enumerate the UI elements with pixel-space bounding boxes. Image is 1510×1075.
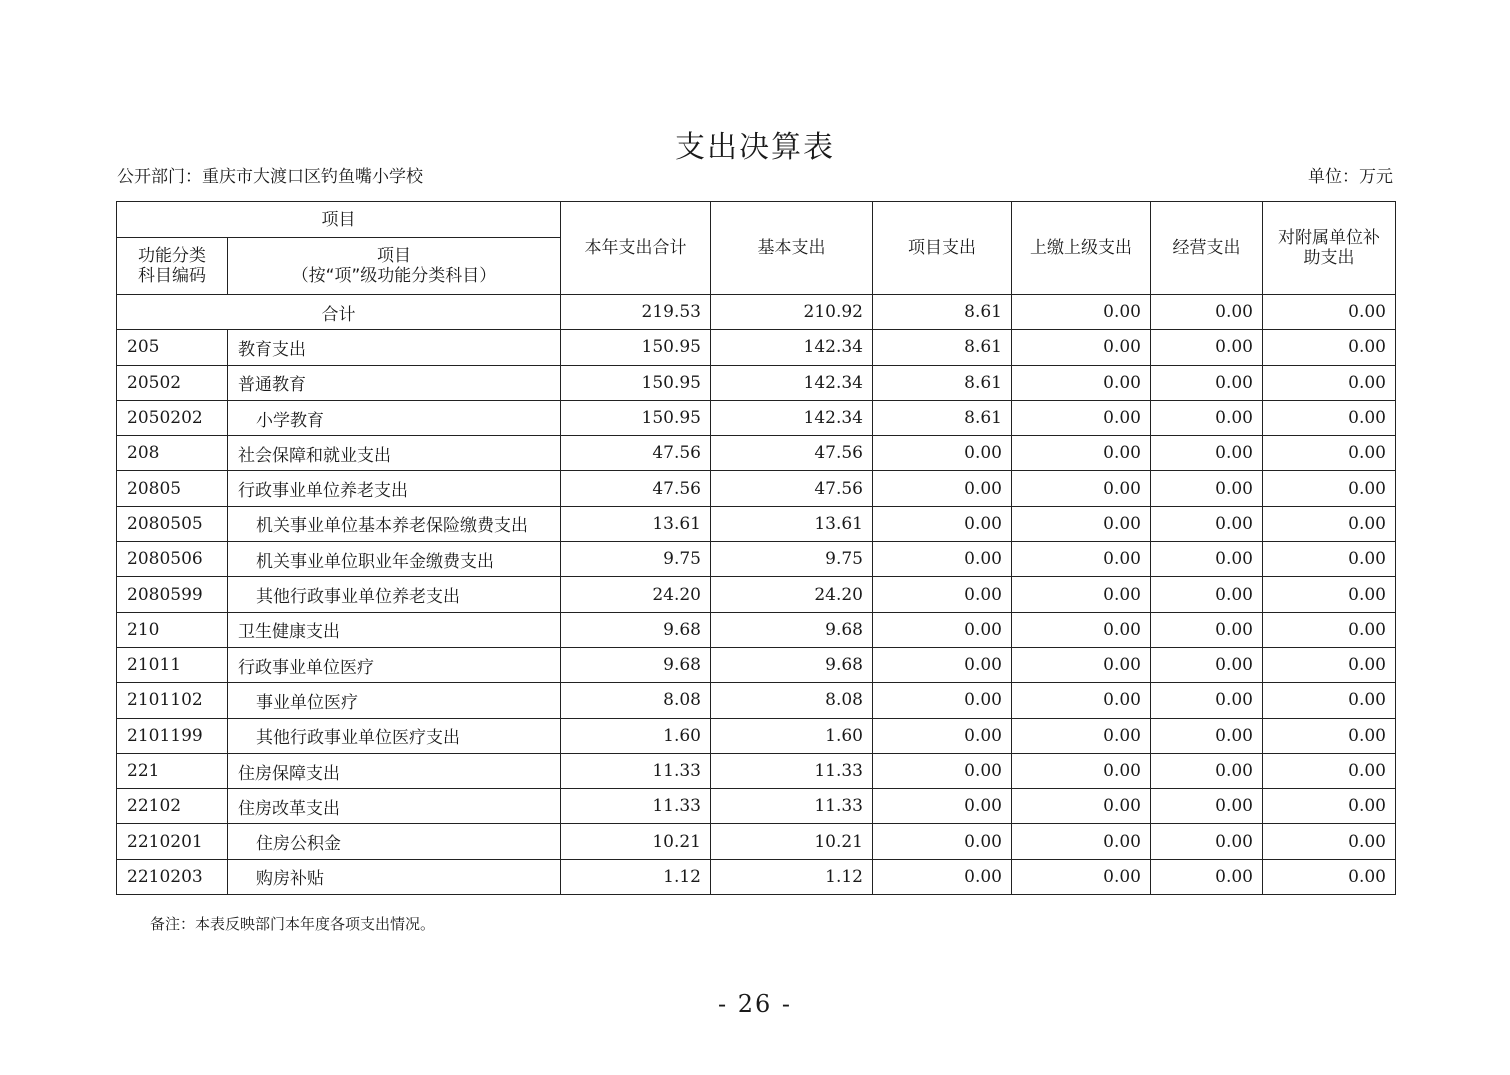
row-value: 0.00 bbox=[1151, 824, 1263, 859]
row-value: 0.00 bbox=[873, 753, 1012, 788]
row-value: 150.95 bbox=[561, 400, 711, 435]
row-value: 0.00 bbox=[873, 577, 1012, 612]
row-value: 0.00 bbox=[873, 542, 1012, 577]
row-value: 0.00 bbox=[1012, 506, 1151, 541]
row-value: 0.00 bbox=[1151, 471, 1263, 506]
row-value: 24.20 bbox=[561, 577, 711, 612]
row-value: 47.56 bbox=[561, 436, 711, 471]
row-value: 0.00 bbox=[1151, 365, 1263, 400]
row-value: 0.00 bbox=[1012, 789, 1151, 824]
row-value: 0.00 bbox=[1263, 330, 1396, 365]
row-value: 0.00 bbox=[1151, 506, 1263, 541]
row-value: 9.75 bbox=[711, 542, 873, 577]
row-value: 24.20 bbox=[711, 577, 873, 612]
total-cell: 210.92 bbox=[711, 295, 873, 330]
row-value: 9.68 bbox=[711, 647, 873, 682]
department-label: 公开部门：重庆市大渡口区钓鱼嘴小学校 bbox=[117, 167, 423, 187]
row-value: 0.00 bbox=[1012, 683, 1151, 718]
row-value: 0.00 bbox=[873, 824, 1012, 859]
row-value: 0.00 bbox=[873, 683, 1012, 718]
row-name: 住房改革支出 bbox=[228, 789, 561, 824]
row-name: 普通教育 bbox=[228, 365, 561, 400]
row-value: 0.00 bbox=[1151, 330, 1263, 365]
row-code: 2050202 bbox=[117, 400, 228, 435]
row-value: 0.00 bbox=[873, 718, 1012, 753]
row-value: 8.61 bbox=[873, 330, 1012, 365]
row-value: 0.00 bbox=[1263, 577, 1396, 612]
row-value: 0.00 bbox=[1012, 436, 1151, 471]
row-value: 8.61 bbox=[873, 365, 1012, 400]
row-value: 9.68 bbox=[711, 612, 873, 647]
row-value: 0.00 bbox=[1263, 718, 1396, 753]
row-value: 0.00 bbox=[1263, 647, 1396, 682]
row-value: 0.00 bbox=[1151, 789, 1263, 824]
row-code: 210 bbox=[117, 612, 228, 647]
total-cell: 0.00 bbox=[1151, 295, 1263, 330]
row-value: 11.33 bbox=[561, 753, 711, 788]
row-name: 机关事业单位基本养老保险缴费支出 bbox=[228, 506, 561, 541]
row-value: 0.00 bbox=[1263, 683, 1396, 718]
row-value: 0.00 bbox=[1263, 789, 1396, 824]
row-value: 0.00 bbox=[1012, 400, 1151, 435]
row-value: 9.68 bbox=[561, 612, 711, 647]
row-value: 0.00 bbox=[1263, 542, 1396, 577]
total-cell: 0.00 bbox=[1012, 295, 1151, 330]
row-value: 0.00 bbox=[1012, 753, 1151, 788]
row-value: 10.21 bbox=[711, 824, 873, 859]
row-code: 2080505 bbox=[117, 506, 228, 541]
row-value: 0.00 bbox=[873, 789, 1012, 824]
row-value: 0.00 bbox=[1151, 683, 1263, 718]
row-value: 11.33 bbox=[711, 789, 873, 824]
row-code: 22102 bbox=[117, 789, 228, 824]
row-value: 0.00 bbox=[1263, 506, 1396, 541]
row-value: 0.00 bbox=[1012, 577, 1151, 612]
row-name: 教育支出 bbox=[228, 330, 561, 365]
row-value: 0.00 bbox=[1012, 824, 1151, 859]
row-value: 0.00 bbox=[1151, 859, 1263, 894]
row-value: 0.00 bbox=[873, 859, 1012, 894]
row-name: 机关事业单位职业年金缴费支出 bbox=[228, 542, 561, 577]
row-value: 0.00 bbox=[1263, 859, 1396, 894]
row-value: 13.61 bbox=[711, 506, 873, 541]
row-value: 47.56 bbox=[711, 436, 873, 471]
row-code: 2101199 bbox=[117, 718, 228, 753]
row-value: 0.00 bbox=[1151, 753, 1263, 788]
row-code: 2210201 bbox=[117, 824, 228, 859]
table-row bbox=[117, 859, 1396, 894]
row-value: 13.61 bbox=[561, 506, 711, 541]
row-code: 2080506 bbox=[117, 542, 228, 577]
row-value: 0.00 bbox=[1263, 365, 1396, 400]
row-code: 2101102 bbox=[117, 683, 228, 718]
header-item-name: 项目 （按“项”级功能分类科目） bbox=[228, 238, 561, 295]
row-value: 0.00 bbox=[1151, 577, 1263, 612]
row-name: 住房公积金 bbox=[228, 824, 561, 859]
row-value: 142.34 bbox=[711, 400, 873, 435]
header-upper: 上缴上级支出 bbox=[1012, 202, 1151, 295]
row-value: 47.56 bbox=[561, 471, 711, 506]
row-name: 行政事业单位医疗 bbox=[228, 647, 561, 682]
header-project: 项目支出 bbox=[873, 202, 1012, 295]
table-row bbox=[117, 506, 1396, 541]
row-code: 205 bbox=[117, 330, 228, 365]
table-row bbox=[117, 471, 1396, 506]
header-subsidy: 对附属单位补 助支出 bbox=[1263, 202, 1396, 295]
row-code: 20502 bbox=[117, 365, 228, 400]
table-row bbox=[117, 753, 1396, 788]
row-value: 0.00 bbox=[1151, 436, 1263, 471]
row-value: 1.60 bbox=[561, 718, 711, 753]
row-name: 卫生健康支出 bbox=[228, 612, 561, 647]
page-title: 支出决算表 bbox=[675, 130, 835, 165]
row-value: 150.95 bbox=[561, 365, 711, 400]
row-name: 社会保障和就业支出 bbox=[228, 436, 561, 471]
header-code: 功能分类 科目编码 bbox=[117, 238, 228, 295]
table-row bbox=[117, 400, 1396, 435]
row-value: 0.00 bbox=[1012, 612, 1151, 647]
table-row bbox=[117, 647, 1396, 682]
row-code: 21011 bbox=[117, 647, 228, 682]
row-value: 11.33 bbox=[561, 789, 711, 824]
row-value: 0.00 bbox=[1263, 824, 1396, 859]
row-code: 2210203 bbox=[117, 859, 228, 894]
row-value: 1.12 bbox=[711, 859, 873, 894]
table-row bbox=[117, 789, 1396, 824]
table-row bbox=[117, 718, 1396, 753]
row-value: 142.34 bbox=[711, 365, 873, 400]
row-value: 8.08 bbox=[711, 683, 873, 718]
row-value: 10.21 bbox=[561, 824, 711, 859]
row-value: 1.60 bbox=[711, 718, 873, 753]
row-value: 1.12 bbox=[561, 859, 711, 894]
row-value: 0.00 bbox=[1263, 436, 1396, 471]
row-value: 9.75 bbox=[561, 542, 711, 577]
row-value: 0.00 bbox=[1263, 400, 1396, 435]
row-name: 小学教育 bbox=[228, 400, 561, 435]
row-value: 9.68 bbox=[561, 647, 711, 682]
row-name: 事业单位医疗 bbox=[228, 683, 561, 718]
row-code: 2080599 bbox=[117, 577, 228, 612]
row-value: 0.00 bbox=[1263, 471, 1396, 506]
row-value: 0.00 bbox=[1012, 365, 1151, 400]
row-code: 208 bbox=[117, 436, 228, 471]
table-row bbox=[117, 330, 1396, 365]
row-value: 150.95 bbox=[561, 330, 711, 365]
total-label: 合计 bbox=[117, 295, 561, 330]
table-row bbox=[117, 577, 1396, 612]
row-code: 20805 bbox=[117, 471, 228, 506]
row-value: 0.00 bbox=[1263, 753, 1396, 788]
row-value: 8.61 bbox=[873, 400, 1012, 435]
table-row bbox=[117, 436, 1396, 471]
row-value: 0.00 bbox=[873, 471, 1012, 506]
row-value: 0.00 bbox=[1012, 542, 1151, 577]
row-value: 0.00 bbox=[1151, 400, 1263, 435]
row-value: 0.00 bbox=[1012, 859, 1151, 894]
total-cell: 219.53 bbox=[561, 295, 711, 330]
row-value: 11.33 bbox=[711, 753, 873, 788]
row-value: 0.00 bbox=[1151, 612, 1263, 647]
table-row bbox=[117, 683, 1396, 718]
table-row bbox=[117, 365, 1396, 400]
row-value: 0.00 bbox=[873, 436, 1012, 471]
row-value: 0.00 bbox=[1151, 718, 1263, 753]
row-value: 0.00 bbox=[873, 612, 1012, 647]
row-name: 其他行政事业单位养老支出 bbox=[228, 577, 561, 612]
footnote: 备注：本表反映部门本年度各项支出情况。 bbox=[150, 915, 436, 933]
row-name: 其他行政事业单位医疗支出 bbox=[228, 718, 561, 753]
header-total: 本年支出合计 bbox=[561, 202, 711, 295]
row-value: 47.56 bbox=[711, 471, 873, 506]
header-basic: 基本支出 bbox=[711, 202, 873, 295]
table-row bbox=[117, 542, 1396, 577]
row-code: 221 bbox=[117, 753, 228, 788]
total-cell: 0.00 bbox=[1263, 295, 1396, 330]
table-row bbox=[117, 612, 1396, 647]
row-value: 0.00 bbox=[1263, 612, 1396, 647]
row-value: 0.00 bbox=[1012, 718, 1151, 753]
row-name: 行政事业单位养老支出 bbox=[228, 471, 561, 506]
row-name: 购房补贴 bbox=[228, 859, 561, 894]
row-value: 8.08 bbox=[561, 683, 711, 718]
row-value: 0.00 bbox=[873, 647, 1012, 682]
row-value: 0.00 bbox=[1012, 330, 1151, 365]
row-value: 0.00 bbox=[1012, 647, 1151, 682]
row-value: 0.00 bbox=[1151, 647, 1263, 682]
header-item-group: 项目 bbox=[117, 202, 561, 238]
unit-label: 单位：万元 bbox=[1308, 167, 1393, 187]
header-business: 经营支出 bbox=[1151, 202, 1263, 295]
total-row bbox=[117, 295, 1396, 330]
row-value: 0.00 bbox=[1012, 471, 1151, 506]
expenditure-table bbox=[116, 201, 1396, 895]
row-value: 142.34 bbox=[711, 330, 873, 365]
row-value: 0.00 bbox=[1151, 542, 1263, 577]
row-name: 住房保障支出 bbox=[228, 753, 561, 788]
table-row bbox=[117, 824, 1396, 859]
page-number: - 26 - bbox=[717, 990, 792, 1018]
total-cell: 8.61 bbox=[873, 295, 1012, 330]
row-value: 0.00 bbox=[873, 506, 1012, 541]
